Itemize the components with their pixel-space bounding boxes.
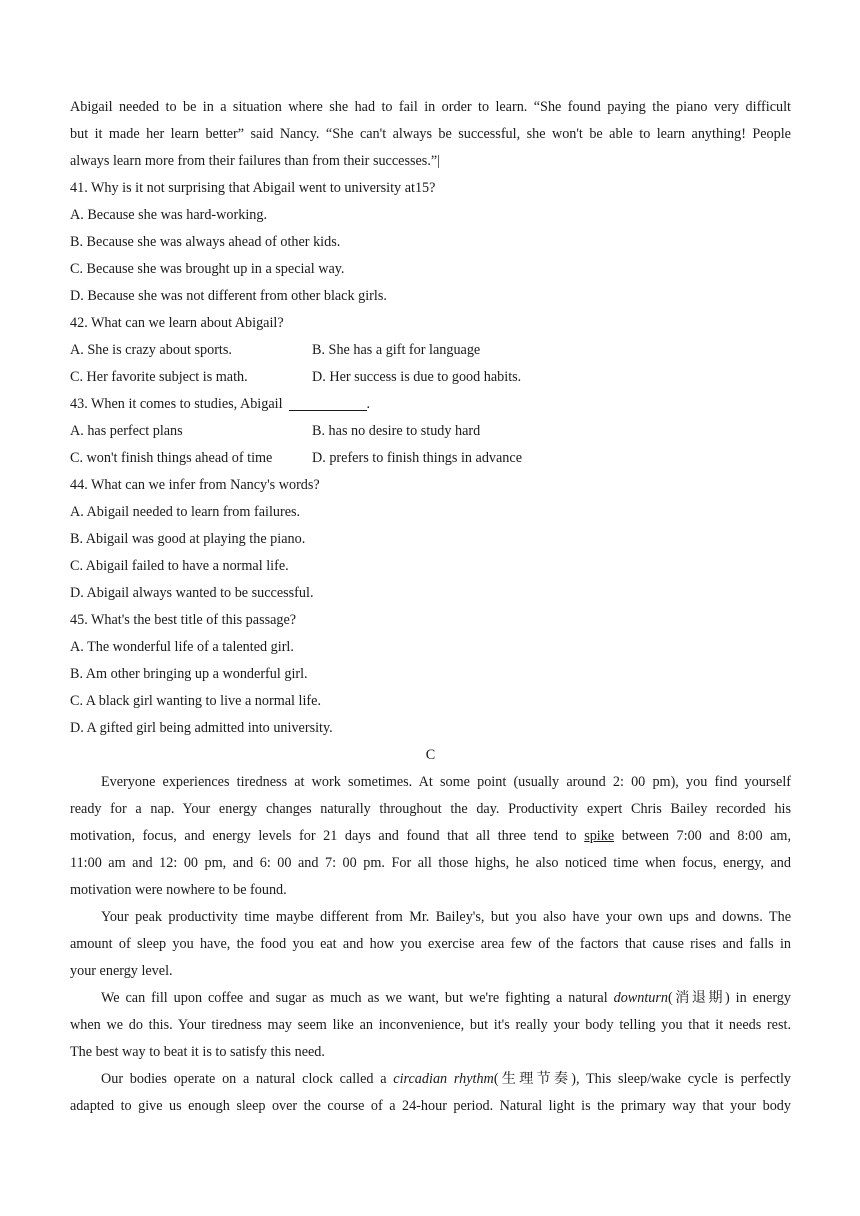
italic-term: downturn [613,990,669,1006]
passage-line: adapted to give us enough sleep over the course of a 24-hour period. Natural light is the primary way that your body [70,1098,791,1114]
question-41-stem: 41. Why is it not surprising that Abigail went to university at15? [70,180,436,196]
question-43-stem [70,391,791,418]
passage-line: The best way to beat it is to satisfy this need. [70,1044,325,1060]
passage-text: We can fill upon coffee and sugar as much as we want, but we're fighting a natural [101,990,608,1006]
passage-line [70,1066,791,1093]
italic-term: circadian rhythm [393,1071,494,1087]
passage-text: Our bodies operate on a natural clock called a [101,1071,387,1087]
options-row [70,445,791,472]
options-row [70,337,791,364]
question-45-stem: 45. What's the best title of this passage? [70,612,297,628]
passage-line: motivation were nowhere to be found. [70,882,287,898]
option-41-a: A. Because she was hard-working. [70,207,267,223]
option-44-b: B. Abigail was good at playing the piano. [70,531,306,547]
passage-line: ready for a nap. Your energy changes naturally throughout the day. Productivity expert Chris Bailey recorded his [70,801,791,817]
option-45-b: B. Am other bringing up a wonderful girl. [70,666,308,682]
option-44-d: D. Abigail always wanted to be successful. [70,585,314,601]
option-42-a: A. She is crazy about sports. [70,342,232,358]
document-page [70,94,791,1120]
passage-text: (消退期) in energy [668,990,791,1006]
passage-line: always learn more from their failures than from their successes.”| [70,153,440,169]
question-43-text: 43. When it comes to studies, Abigail [70,396,283,412]
option-45-d: D. A gifted girl being admitted into university. [70,720,333,736]
passage-line: Your peak productivity time maybe different from Mr. Bailey's, but you also have your own ups and downs. The [101,909,791,925]
option-45-a: A. The wonderful life of a talented girl. [70,639,294,655]
passage-text: motivation, focus, and energy levels for 21 days and found that all three tend to [70,828,577,844]
passage-text: between 7:00 and 8:00 am, [621,828,792,844]
passage-line: your energy level. [70,963,173,979]
option-43-a: A. has perfect plans [70,423,183,439]
passage-line: when we do this. Your tiredness may seem like an inconvenience, but it's really your body telling you that it needs rest. [70,1017,791,1033]
passage-line: amount of sleep you have, the food you eat and how you exercise area few of the factors that cause rises and falls in [70,936,791,952]
underlined-word: spike [584,828,615,844]
passage-line: 11:00 am and 12: 00 pm, and 6: 00 and 7: 00 pm. For all those highs, he also noticed time when focus, energy, and [70,855,791,871]
question-43-end: . [366,396,371,412]
options-row [70,364,791,391]
option-43-d: D. prefers to finish things in advance [312,450,522,466]
option-44-c: C. Abigail failed to have a normal life. [70,558,289,574]
passage-line [70,823,791,850]
options-row [70,418,791,445]
section-label: C [425,747,436,763]
option-41-c: C. Because she was brought up in a special way. [70,261,345,277]
answer-blank [289,394,367,411]
option-45-c: C. A black girl wanting to live a normal life. [70,693,321,709]
question-44-stem: 44. What can we infer from Nancy's words? [70,477,320,493]
option-41-d: D. Because she was not different from other black girls. [70,288,387,304]
passage-line [70,985,791,1012]
passage-line: but it made her learn better” said Nancy. “She can't always be successful, she won't be able to learn anything! People [70,126,791,142]
option-43-c: C. won't finish things ahead of time [70,450,273,466]
question-42-stem: 42. What can we learn about Abigail? [70,315,284,331]
option-42-b: B. She has a gift for language [312,342,481,358]
passage-line: Everyone experiences tiredness at work sometimes. At some point (usually around 2: 00 pm), you find yourself [101,774,791,790]
option-41-b: B. Because she was always ahead of other kids. [70,234,341,250]
passage-text: (生理节奏), This sleep/wake cycle is perfectly [493,1071,792,1087]
passage-line: Abigail needed to be in a situation where she had to fail in order to learn. “She found paying the piano very difficult [70,99,791,115]
option-44-a: A. Abigail needed to learn from failures. [70,504,301,520]
option-42-c: C. Her favorite subject is math. [70,369,248,385]
option-42-d: D. Her success is due to good habits. [312,369,522,385]
option-43-b: B. has no desire to study hard [312,423,481,439]
